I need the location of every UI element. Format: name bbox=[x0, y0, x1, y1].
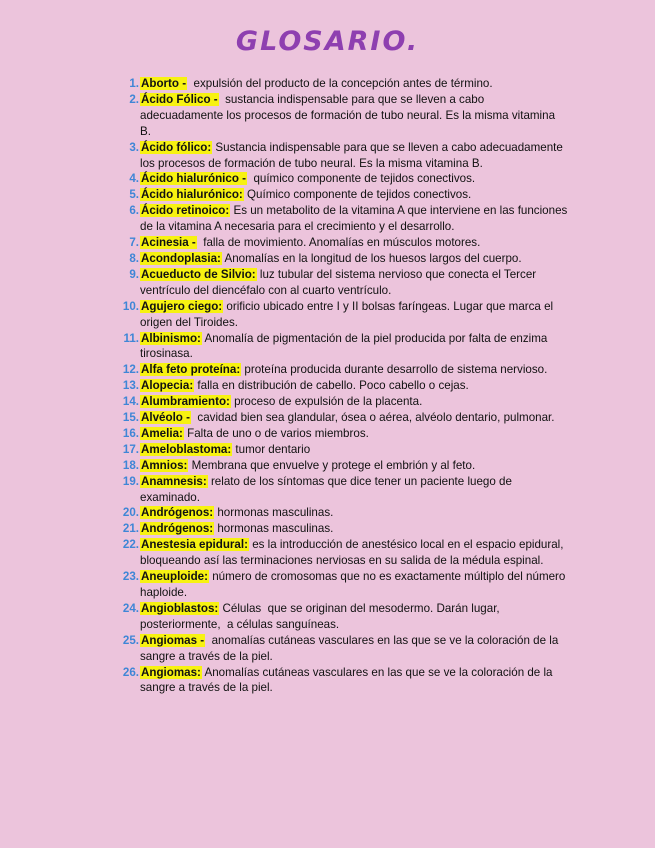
entry-definition: expulsión del producto de la concepción antes de término. bbox=[187, 77, 493, 90]
entry-definition: Anomalías en la longitud de los huesos largos del cuerpo. bbox=[221, 251, 522, 265]
entry-term: Agujero ciego: bbox=[141, 299, 223, 313]
glossary-entry bbox=[118, 203, 571, 235]
glossary-entry bbox=[118, 299, 568, 331]
glossary-entry bbox=[118, 378, 568, 394]
entry-number: 21. bbox=[122, 522, 139, 536]
entry-term: Ácido retinoico: bbox=[141, 204, 230, 218]
glossary-entry bbox=[118, 442, 568, 458]
glossary-entry bbox=[118, 267, 568, 299]
glossary-entry bbox=[118, 665, 568, 697]
entry-definition: Células que se originan del mesodermo. Darán lugar, posteriormente, a células sanguíneas. bbox=[140, 601, 503, 631]
entry-definition: Anomalía de pigmentación de la piel producida por falta de enzima tirosinasa. bbox=[140, 331, 551, 361]
entry-definition: tumor dentario bbox=[232, 442, 311, 456]
glossary-entry bbox=[118, 362, 568, 378]
entry-term: Aborto - bbox=[141, 77, 187, 90]
entry-number: 4. bbox=[129, 172, 139, 186]
entry-definition: proteína producida durante desarrollo de sistema nervioso. bbox=[241, 363, 548, 377]
entry-term: Alvéolo - bbox=[141, 411, 190, 425]
glossary-entry bbox=[118, 426, 568, 442]
glossary-entry bbox=[118, 458, 568, 474]
entry-definition: Anomalías cutáneas vasculares en las que se ve la coloración de la sangre a través de la piel. bbox=[140, 665, 556, 695]
entry-number: 16. bbox=[122, 426, 139, 440]
entry-number: 25. bbox=[122, 633, 139, 647]
entry-term: Amelia: bbox=[141, 426, 183, 440]
entry-term: Angiomas: bbox=[141, 665, 201, 679]
entry-term: Alfa feto proteína: bbox=[141, 363, 241, 377]
glossary-list bbox=[118, 76, 571, 696]
entry-number: 6. bbox=[129, 204, 139, 218]
glossary-entry bbox=[118, 505, 568, 521]
entry-number: 19. bbox=[122, 474, 139, 488]
entry-number: 12. bbox=[122, 363, 139, 377]
entry-number: 14. bbox=[122, 395, 139, 409]
entry-number: 20. bbox=[122, 506, 139, 520]
glossary-entry bbox=[118, 92, 568, 140]
entry-term: Angioblastos: bbox=[141, 601, 219, 615]
entry-definition: sustancia indispensable para que se lleven a cabo adecuadamente los procesos de formación de tubo neural. Es la misma vitamina B. bbox=[140, 92, 559, 138]
entry-term: Andrógenos: bbox=[141, 522, 214, 536]
entry-number: 26. bbox=[122, 665, 139, 679]
entry-term: Acueducto de Silvio: bbox=[141, 267, 256, 281]
entry-term: Acinesia - bbox=[141, 236, 196, 250]
entry-definition: orificio ubicado entre I y II bolsas faríngeas. Lugar que marca el origen del Tiroides. bbox=[140, 299, 557, 329]
entry-number: 23. bbox=[122, 570, 139, 584]
entry-term: Ácido Fólico - bbox=[141, 92, 218, 106]
glossary-entry bbox=[118, 394, 568, 410]
entry-definition: Químico componente de tejidos conectivos. bbox=[243, 188, 472, 202]
entry-number: 22. bbox=[122, 538, 139, 552]
entry-term: Angiomas - bbox=[141, 633, 205, 647]
glossary-entry bbox=[118, 521, 568, 537]
glossary-entry bbox=[118, 633, 568, 665]
glossary-entry bbox=[118, 474, 568, 506]
entry-term: Ácido hialurónico - bbox=[141, 172, 246, 186]
glossary-entry bbox=[118, 235, 568, 251]
entry-number: 2. bbox=[129, 92, 139, 106]
entry-number: 10. bbox=[122, 299, 139, 313]
glossary-entry bbox=[118, 410, 568, 426]
glossary-entry bbox=[118, 601, 568, 633]
entry-definition: hormonas masculinas. bbox=[214, 522, 334, 536]
entry-term: Andrógenos: bbox=[141, 506, 214, 520]
entry-definition: es la introducción de anestésico local en el espacio epidural, bloqueando así las terminaciones nerviosas en su salida de la médula espinal. bbox=[140, 538, 567, 568]
entry-term: Anestesia epidural: bbox=[141, 538, 248, 552]
entry-definition: Es un metabolito de la vitamina A que interviene en las funciones de la vitamina A necesaria para el crecimiento y el desarrollo. bbox=[140, 204, 571, 234]
entry-number: 1. bbox=[129, 77, 139, 90]
glossary-entry bbox=[118, 187, 568, 203]
entry-number: 3. bbox=[129, 140, 139, 154]
entry-definition: falla de movimiento. Anomalías en músculos motores. bbox=[196, 236, 481, 250]
entry-definition: anomalías cutáneas vasculares en las que se ve la coloración de la sangre a través de la piel. bbox=[140, 633, 562, 663]
glossary-entry bbox=[118, 569, 568, 601]
entry-term: Alumbramiento: bbox=[141, 395, 230, 409]
entry-term: Anamnesis: bbox=[141, 474, 207, 488]
glossary-entry bbox=[118, 251, 568, 267]
glossary-entry bbox=[118, 140, 568, 172]
entry-number: 13. bbox=[122, 379, 139, 393]
entry-number: 5. bbox=[129, 188, 139, 202]
entry-definition: número de cromosomas que no es exactamente múltiplo del número haploide. bbox=[140, 570, 569, 599]
entry-term: Alopecia: bbox=[141, 379, 194, 393]
glossary-entry bbox=[118, 76, 568, 92]
page-title: GLOSARIO. bbox=[235, 26, 420, 57]
entry-number: 11. bbox=[123, 331, 139, 345]
entry-definition: Sustancia indispensable para que se lleven a cabo adecuadamente los procesos de formación de tubo neural. Es la misma vitamina B. bbox=[140, 140, 567, 170]
glossary-entry bbox=[118, 537, 568, 569]
entry-definition: luz tubular del sistema nervioso que conecta el Tercer ventrículo del diencéfalo con al cuarto ventrículo. bbox=[140, 267, 540, 297]
entry-definition: hormonas masculinas. bbox=[214, 506, 334, 520]
entry-definition: falla en distribución de cabello. Poco cabello o cejas. bbox=[194, 379, 469, 393]
glossary-entry bbox=[118, 171, 568, 187]
entry-number: 18. bbox=[122, 458, 139, 472]
entry-definition: relato de los síntomas que dice tener un paciente luego de examinado. bbox=[140, 474, 516, 504]
entry-number: 9. bbox=[129, 267, 139, 281]
entry-definition: Falta de uno o de varios miembros. bbox=[183, 426, 369, 440]
entry-number: 15. bbox=[122, 411, 139, 425]
entry-term: Aneuploide: bbox=[141, 570, 208, 584]
entry-term: Ameloblastoma: bbox=[141, 442, 232, 456]
entry-definition: Membrana que envuelve y protege el embrión y al feto. bbox=[188, 458, 476, 472]
entry-definition: proceso de expulsión de la placenta. bbox=[230, 395, 423, 409]
entry-term: Ácido fólico: bbox=[141, 140, 212, 154]
entry-term: Amnios: bbox=[141, 458, 188, 472]
entry-term: Albinismo: bbox=[141, 331, 201, 345]
entry-term: Acondoplasia: bbox=[141, 251, 221, 265]
entry-number: 24. bbox=[122, 601, 139, 615]
entry-definition: cavidad bien sea glandular, ósea o aérea, alvéolo dentario, pulmonar. bbox=[190, 411, 555, 425]
entry-number: 7. bbox=[129, 236, 139, 250]
entry-definition: químico componente de tejidos conectivos. bbox=[247, 172, 476, 186]
entry-term: Ácido hialurónico: bbox=[141, 188, 243, 202]
entry-number: 17. bbox=[122, 442, 139, 456]
entry-number: 8. bbox=[129, 251, 139, 265]
glossary-entry bbox=[118, 331, 568, 363]
